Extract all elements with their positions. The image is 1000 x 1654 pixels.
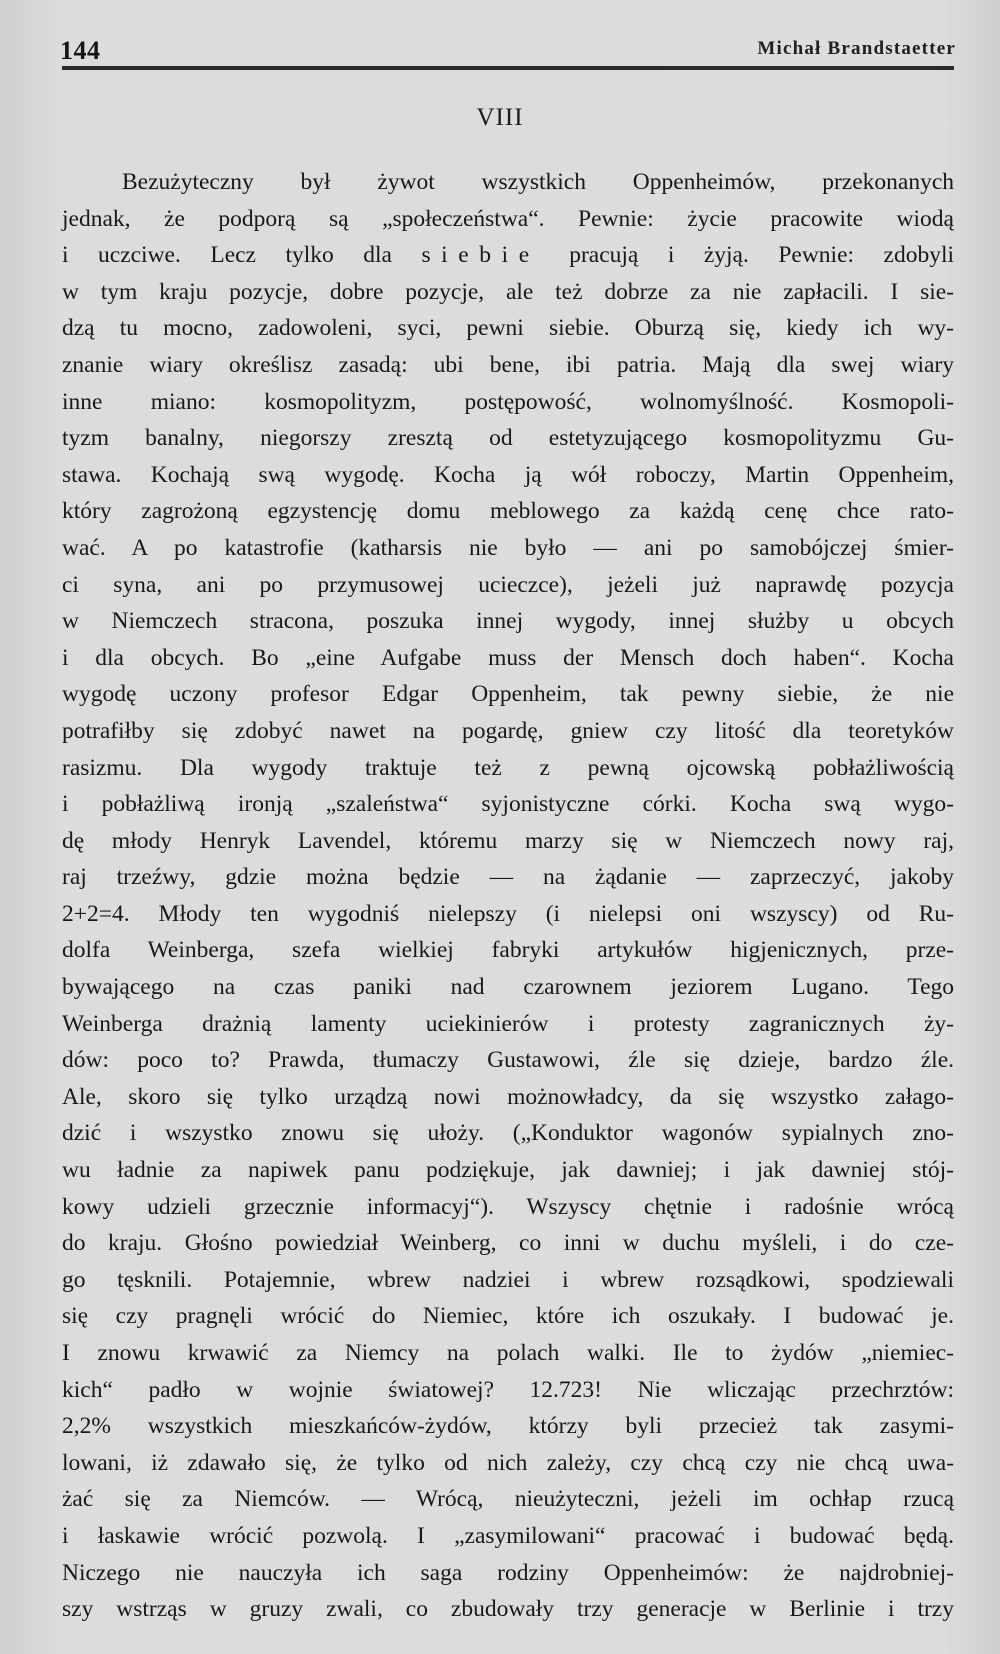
body-text xyxy=(62,164,954,1628)
text-line: dzić i wszystko znowu się ułoży. („Konduktor wagonów sypialnych zno- xyxy=(62,1120,954,1147)
spaced-emphasis: siebie xyxy=(421,242,540,269)
text-line: kich“ padło w wojnie światowej? 12.723! Nie wliczając przechrztów: xyxy=(62,1376,954,1403)
text-line: znanie wiary określisz zasadą: ubi bene, ibi patria. Mają dla swej wiary xyxy=(62,351,954,378)
text-line: wygodę uczony profesor Edgar Oppenheim, tak pewny siebie, że nie xyxy=(62,681,954,708)
text-line: Weinberga drażnią lamenty uciekinierów i protesty zagranicznych ży- xyxy=(62,1010,954,1037)
text-line: jednak, że podporą są „społeczeństwa“. Pewnie: życie pracowite wiodą xyxy=(62,205,954,232)
text-line: go tęsknili. Potajemnie, wbrew nadziei i wbrew rozsądkowi, spodziewali xyxy=(62,1266,954,1293)
text-line: I znowu krwawić za Niemcy na polach walki. Ile to żydów „niemiec- xyxy=(62,1340,954,1366)
text-line: w Niemczech stracona, poszuka innej wygody, innej służby u obcych xyxy=(62,608,954,635)
text-line: i uczciwe. Lecz tylko dla siebie pracują i żyją. Pewnie: zdobyli xyxy=(62,242,955,269)
text-line: dolfa Weinberga, szefa wielkiej fabryki artykułów higjenicznych, prze- xyxy=(62,937,954,964)
text-line: potrafiłby się zdobyć nawet na pogardę, gniew czy litość dla teoretyków xyxy=(62,717,954,744)
running-head: Michał Brandstaetter xyxy=(757,38,956,59)
text-line: stawa. Kochają swą wygodę. Kocha ją wół roboczy, Martin Oppenheim, xyxy=(62,461,954,488)
chapter-title: VIII xyxy=(476,104,524,131)
text-line: Bezużyteczny był żywot wszystkich Oppenheimów, przekonanych xyxy=(122,169,954,195)
text-line: się czy pragnęli wrócić do Niemiec, które ich oszukały. I budować je. xyxy=(62,1303,954,1330)
text-line: do kraju. Głośno powiedział Weinberg, co inni w duchu myśleli, i do cze- xyxy=(62,1230,954,1257)
text-line: dę młody Henryk Lavendel, któremu marzy się w Niemczech nowy raj, xyxy=(62,827,954,854)
text-line: szy wstrząs w gruzy zwali, co zbudowały trzy generacje w Berlinie i trzy xyxy=(62,1596,954,1623)
text-line: bywającego na czas paniki nad czarownem jeziorem Lugano. Tego xyxy=(62,974,954,1001)
text-line: inne miano: kosmopolityzm, postępowość, wolnomyślność. Kosmopoli- xyxy=(62,388,954,415)
text-line: dzą tu mocno, zadowoleni, syci, pewni siebie. Oburzą się, kiedy ich wy- xyxy=(62,315,954,342)
text-line: rasizmu. Dla wygody traktuje też z pewną ojcowską pobłażliwością xyxy=(62,754,954,781)
text-line: i dla obcych. Bo „eine Aufgabe muss der Mensch doch haben“. Kocha xyxy=(62,644,954,671)
text-line: i łaskawie wrócić pozwolą. I „zasymilowani“ pracować i budować będą. xyxy=(62,1522,954,1549)
header-rule xyxy=(62,66,954,70)
page-number: 144 xyxy=(60,36,101,65)
text-line: wu ładnie za napiwek panu podziękuje, jak dawniej; i jak dawniej stój- xyxy=(62,1157,954,1184)
text-line: i pobłażliwą ironją „szaleństwa“ syjonistyczne córki. Kocha swą wygo- xyxy=(62,791,954,818)
text-line: ci syna, ani po przymusowej ucieczce), jeżeli już naprawdę pozycja xyxy=(62,571,954,598)
text-line: tyzm banalny, niegorszy zresztą od estetyzującego kosmopolityzmu Gu- xyxy=(62,425,954,452)
text-line: 2,2% wszystkich mieszkańców-żydów, którzy byli przecież tak zasymi- xyxy=(62,1413,954,1440)
text-line: Niczego nie nauczyła ich saga rodziny Oppenheimów: że najdrobniej- xyxy=(62,1559,954,1586)
text-line: raj trzeźwy, gdzie można będzie — na żądanie — zaprzeczyć, jakoby xyxy=(62,864,954,891)
text-line: dów: poco to? Prawda, tłumaczy Gustawowi, źle się dzieje, bardzo źle. xyxy=(62,1047,954,1074)
text-line: w tym kraju pozycje, dobre pozycje, ale też dobrze za nie zapłacili. I sie- xyxy=(62,278,954,305)
text-line: Ale, skoro się tylko urządzą nowi możnowładcy, da się wszystko załago- xyxy=(62,1083,954,1110)
text-line: wać. A po katastrofie (katharsis nie było — ani po samobójczej śmier- xyxy=(62,534,954,561)
text-line: który zagrożoną egzystencję domu meblowego za każdą cenę chce rato- xyxy=(62,498,954,525)
text-line: lowani, iż zdawało się, że tylko od nich zależy, czy chcą czy nie chcą uwa- xyxy=(62,1449,954,1476)
text-line: kowy udzieli grzecznie informacyj“). Wszyscy chętnie i radośnie wrócą xyxy=(62,1193,954,1220)
text-line: żać się za Niemców. — Wrócą, nieużyteczni, jeżeli im ochłap rzucą xyxy=(62,1486,954,1513)
text-line: 2+2=4. Młody ten wygodniś nielepszy (i nielepsi oni wszyscy) od Ru- xyxy=(62,900,954,927)
